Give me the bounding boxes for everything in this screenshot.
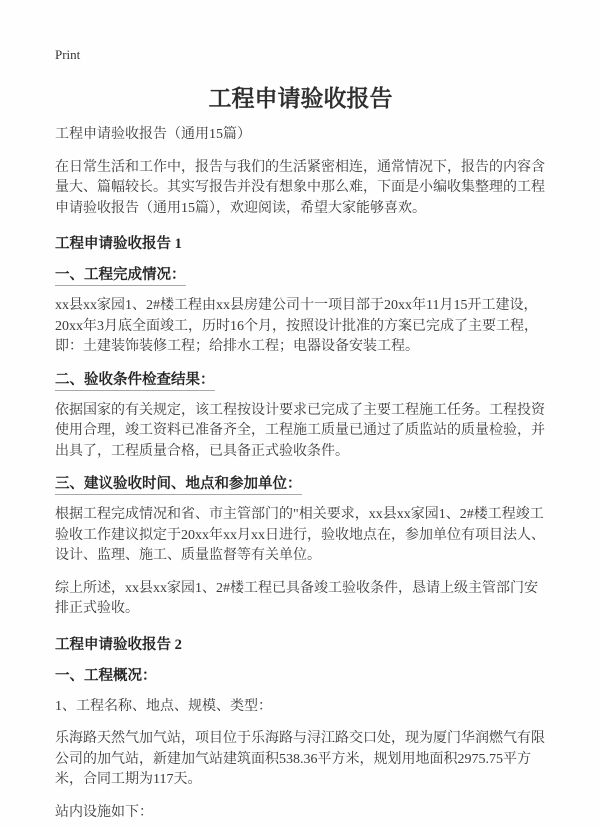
print-link[interactable]: Print — [55, 47, 81, 62]
report-1-section-2-paragraph: 依据国家的有关规定，该工程按设计要求已完成了主要工程施工任务。工程投资使用合理，竣工资料已准备齐全，工程施工质量已通过了质监站的质量检验，并出具了，工程质量合格，已具备正式验收条件。 — [55, 402, 545, 459]
report-1-section-3-paragraph: 根据工程完成情况和省、市主管部门的"相关要求，xx县xx家园1、2#楼工程竣工验收工作建议拟定于20xx年xx月xx日进行，验收地点在，参加单位有项目法人、设计、监理、施工、质量监督等有关单位。 — [55, 507, 545, 563]
report-1-section-1-paragraph: xx县xx家园1、2#楼工程由xx县房建公司十一项目部于20xx年11月15开工建设，20xx年3月底全面竣工，历时16个月，按照设计批准的方案已完成了主要工程，即：土建装饰装修工程；给排水工程；电器设备安装工程。 — [55, 298, 538, 354]
report-1-section-1-heading — [55, 266, 546, 284]
report-1-section-2-heading — [55, 371, 546, 389]
report-1-heading: 工程申请验收报告 1 — [55, 236, 182, 252]
report-2-heading: 工程申请验收报告 2 — [55, 636, 182, 653]
report-2-item-label: 1、工程名称、地点、规模、类型： — [55, 698, 272, 714]
report-2-project-paragraph: 乐海路天然气加气站，项目位于乐海路与浔江路交口处，现为厦门华润燃气有限公司的加气站，新建加气站建筑面积538.36平方米，规划用地面积2975.75平方米，合同工期为117天。 — [55, 731, 545, 787]
report-2-section-1-heading: 一、工程概况： — [55, 667, 157, 684]
report-2-facilities-label: 站内设施如下： — [55, 804, 153, 820]
page-title: 工程申请验收报告 — [208, 86, 393, 111]
report-1-section-3-heading — [55, 475, 546, 493]
report-1-conclusion-paragraph: 综上所述，xx县xx家园1、2#楼工程已具备竣工验收条件，恳请上级主管部门安排正式验收。 — [55, 580, 538, 616]
section-heading-text: 一、工程完成情况： — [55, 267, 186, 286]
intro-paragraph: 在日常生活和工作中，报告与我们的生活紧密相连，通常情况下，报告的内容含量大、篇幅较长。其实写报告并没有想象中那么难，下面是小编收集整理的工程申请验收报告（通用15篇），欢迎阅读，希望大家能够喜欢。 — [55, 159, 545, 216]
section-heading-text: 三、建议验收时间、地点和参加单位： — [55, 476, 302, 495]
document-subtitle: 工程申请验收报告（通用15篇） — [55, 127, 251, 142]
section-heading-text: 二、验收条件检查结果： — [55, 372, 215, 391]
